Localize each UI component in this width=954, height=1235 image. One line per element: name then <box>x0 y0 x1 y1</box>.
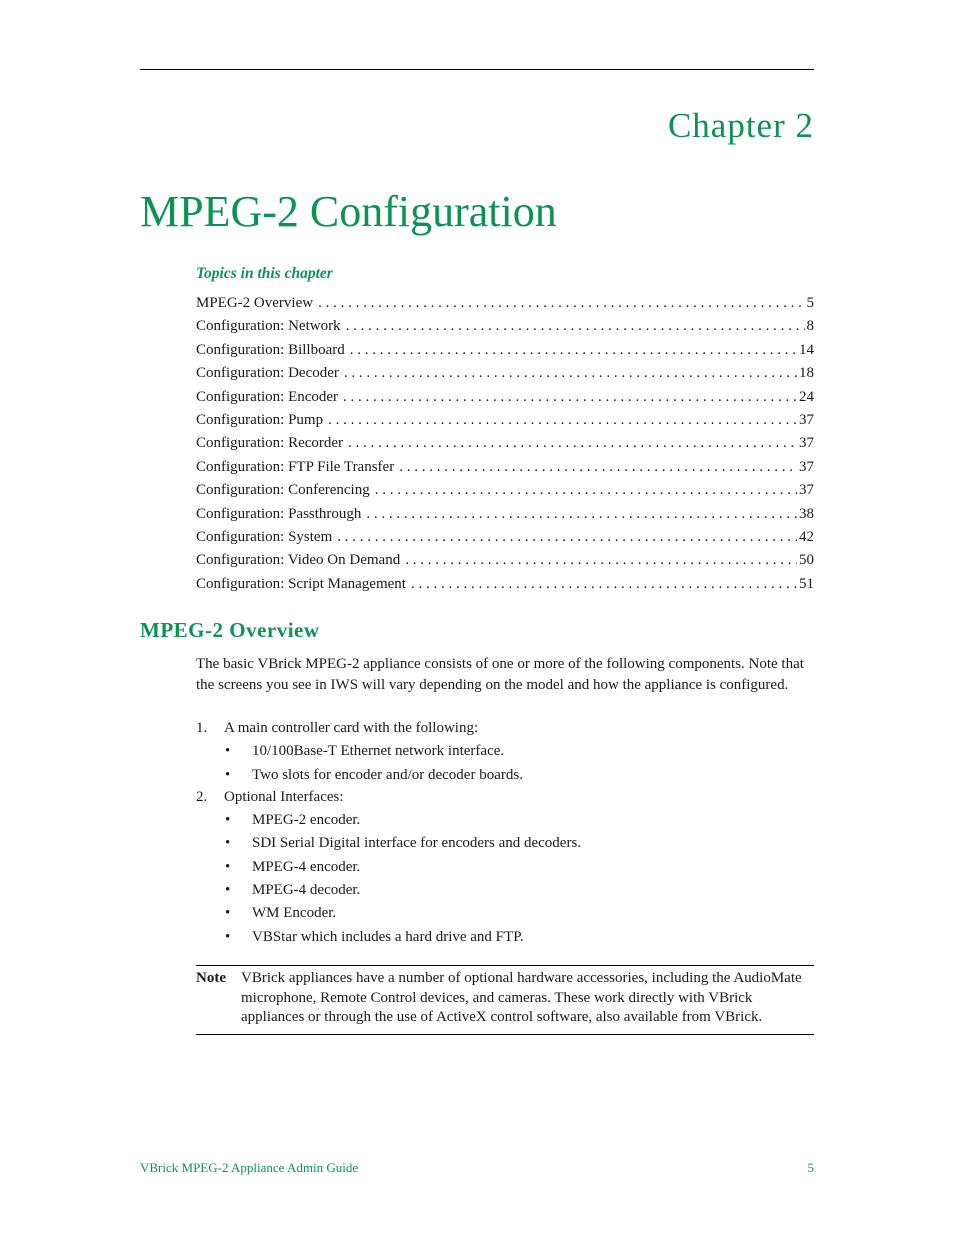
toc-entry-page: 18 <box>799 365 814 382</box>
toc-entry-title: Configuration: Billboard <box>196 341 345 358</box>
bullet-item <box>225 833 581 853</box>
bullet-text: WM Encoder. <box>252 905 337 921</box>
bullet-icon: • <box>225 859 231 875</box>
toc-dot-leader <box>350 339 797 362</box>
bullet-icon: • <box>225 835 231 851</box>
bullet-icon: • <box>225 882 231 898</box>
bullet-text: VBStar which includes a hard drive and FTP. <box>252 929 524 945</box>
numbered-item <box>196 787 344 807</box>
toc-entry[interactable] <box>196 409 814 432</box>
toc-entry[interactable] <box>196 503 814 526</box>
bullet-item <box>225 810 360 830</box>
bullet-icon: • <box>225 812 231 828</box>
toc-entry[interactable] <box>196 362 814 385</box>
toc-dot-leader <box>375 479 797 502</box>
toc-entry-title: Configuration: Script Management <box>196 575 406 592</box>
toc-entry[interactable] <box>196 386 814 409</box>
toc-entry-title: Configuration: Recorder <box>196 435 344 452</box>
toc-entry[interactable] <box>196 315 814 338</box>
numbered-item <box>196 718 478 738</box>
section-intro: The basic VBrick MPEG-2 appliance consists of one or more of the following components. Note that the screens you see in IWS will vary depending on the model and how the appliance is configured. <box>196 656 804 693</box>
toc-dot-leader <box>346 315 805 338</box>
toc-entry[interactable] <box>196 479 814 502</box>
toc-dot-leader <box>411 573 797 596</box>
note-text: VBrick appliances have a number of optional hardware accessories, including the AudioMate microphone, Remote Control devices, and cameras. These work directly with VBrick appliances or through the use of ActiveX control software, also available from VBrick. <box>241 970 802 1025</box>
toc-entry-title: Configuration: Pump <box>196 411 324 428</box>
bullet-text: MPEG-4 encoder. <box>252 859 361 875</box>
toc-dot-leader <box>348 432 797 455</box>
toc-dot-leader <box>343 386 797 409</box>
toc-dot-leader <box>337 526 797 549</box>
toc-dot-leader <box>405 549 797 572</box>
toc-entry-title: Configuration: FTP File Transfer <box>196 458 395 475</box>
toc-entry-title: Configuration: Video On Demand <box>196 552 401 569</box>
bullet-item <box>225 765 523 785</box>
toc-entry-title: Configuration: Conferencing <box>196 482 370 499</box>
bullet-item <box>225 903 336 923</box>
toc-entry-page: 14 <box>799 341 814 358</box>
toc-entry-page: 37 <box>799 458 814 475</box>
table-of-contents <box>196 292 814 596</box>
toc-heading: Topics in this chapter <box>196 265 333 282</box>
toc-entry[interactable] <box>196 526 814 549</box>
toc-entry-page: 51 <box>799 575 814 592</box>
toc-entry-page: 38 <box>799 505 814 522</box>
toc-entry[interactable] <box>196 292 814 315</box>
section-heading: MPEG-2 Overview <box>140 618 320 642</box>
chapter-title: MPEG-2 Configuration <box>140 187 557 236</box>
toc-entry[interactable] <box>196 432 814 455</box>
toc-dot-leader <box>399 456 797 479</box>
footer-guide-title: VBrick MPEG-2 Appliance Admin Guide <box>140 1160 359 1175</box>
toc-entry-page: 42 <box>799 528 814 545</box>
note-box <box>196 965 814 1035</box>
toc-entry[interactable] <box>196 573 814 596</box>
item-number: 2. <box>196 789 208 805</box>
toc-entry[interactable] <box>196 456 814 479</box>
toc-entry-page: 50 <box>799 552 814 569</box>
toc-entry-title: MPEG-2 Overview <box>196 295 314 311</box>
bullet-item <box>225 741 504 761</box>
item-text: Optional Interfaces: <box>224 789 344 805</box>
chapter-label: Chapter 2 <box>667 106 814 145</box>
toc-entry-title: Configuration: Passthrough <box>196 505 362 522</box>
bullet-item <box>225 857 360 877</box>
item-text: A main controller card with the following: <box>224 720 479 736</box>
bullet-icon: • <box>225 929 231 945</box>
bullet-text: MPEG-2 encoder. <box>252 812 361 828</box>
footer-page-number: 5 <box>807 1160 814 1175</box>
toc-entry-page: 37 <box>799 482 814 499</box>
toc-dot-leader <box>344 362 797 385</box>
bullet-icon: • <box>225 767 231 783</box>
note-label: Note <box>196 970 226 986</box>
toc-entry-title: Configuration: Network <box>196 318 341 335</box>
toc-dot-leader <box>366 503 797 526</box>
toc-entry-title: Configuration: System <box>196 528 333 545</box>
toc-entry[interactable] <box>196 549 814 572</box>
bullet-text: Two slots for encoder and/or decoder boards. <box>252 767 523 783</box>
toc-dot-leader <box>328 409 797 432</box>
bullet-icon: • <box>225 743 231 759</box>
toc-entry-title: Configuration: Encoder <box>196 388 339 405</box>
toc-entry[interactable] <box>196 339 814 362</box>
toc-dot-leader <box>318 292 804 315</box>
bullet-text: 10/100Base-T Ethernet network interface. <box>252 743 505 759</box>
bullet-text: SDI Serial Digital interface for encoders and decoders. <box>252 835 582 851</box>
item-number: 1. <box>196 720 208 736</box>
toc-entry-page: 37 <box>799 435 814 452</box>
toc-entry-page: 5 <box>806 295 814 311</box>
bullet-text: MPEG-4 decoder. <box>252 882 361 898</box>
toc-entry-page: 8 <box>806 318 814 335</box>
toc-entry-title: Configuration: Decoder <box>196 365 339 382</box>
bullet-icon: • <box>225 905 231 921</box>
bullet-item <box>225 880 360 900</box>
header-rule <box>140 69 814 70</box>
toc-entry-page: 37 <box>799 411 814 428</box>
bullet-item <box>225 927 524 947</box>
toc-entry-page: 24 <box>799 388 814 405</box>
